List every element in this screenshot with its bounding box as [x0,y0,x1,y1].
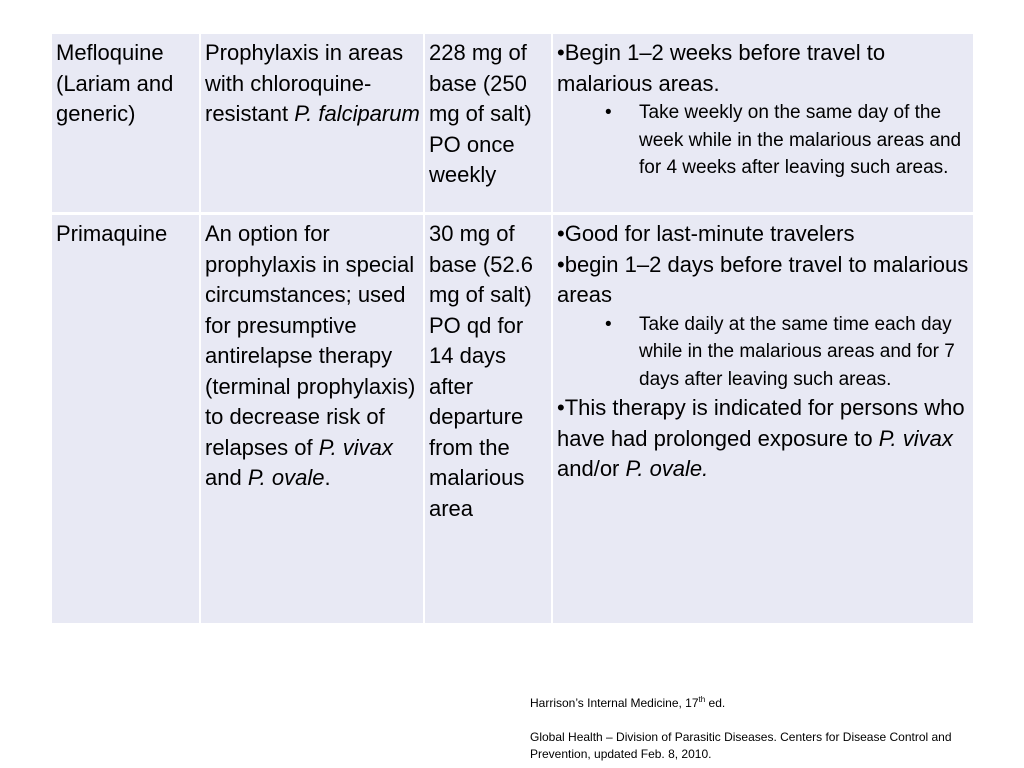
indication-italic: P. falciparum [294,101,420,126]
indication-italic: P. ovale [247,465,325,490]
reference-superscript: th [698,695,706,704]
comment-bullet: •Begin 1–2 weeks before travel to malarious areas. [557,40,886,96]
comment-cell [553,34,973,215]
comment-bullet: •begin 1–2 days before travel to malarious areas [557,251,969,307]
indication-text: An option for prophylaxis in special circumstances; used for presumptive antirelapse therapy (terminal prophylaxis) to decrease risk of relapses of [205,221,416,460]
indication-text-mid: and [205,465,248,490]
comment-sub-bullet [557,99,970,182]
indication-cell [201,34,425,215]
comment-text-mid: and/or [557,456,626,481]
drug-name: Primaquine [56,221,168,246]
bullet-icon: • [605,313,612,335]
comment-italic: P. vivax [878,425,953,451]
comment-sub-text: Take daily at the same time each day while in the malarious areas and for 7 days after leaving such areas. [639,313,955,390]
comment-sub-text: Take weekly on the same day of the week while in the malarious areas and for 4 weeks after leaving such areas. [639,102,962,178]
indication-italic: P. vivax [318,434,393,460]
comment-sub-bullet [557,311,970,394]
dose-cell [425,34,553,215]
indication-text: Prophylaxis in areas with chloroquine-resistant [205,40,404,126]
indication-cell [201,215,425,626]
reference-2: Global Health – Division of Parasitic Diseases. Centers for Disease Control and Prevention, updated Feb. 8, 2010. [530,730,952,761]
reference-text: Harrison’s Internal Medicine, 17 [530,696,699,710]
indication-text-end: . [324,465,331,490]
comment-cell [553,215,973,626]
drug-name-cell [52,34,201,215]
dose-text: 228 mg of base (250 mg of salt) PO once weekly [429,40,532,187]
comment-bullet: •Good for last-minute travelers [557,221,855,246]
drug-table [52,34,973,626]
dose-cell [425,215,553,626]
table-row [52,215,973,626]
comment-bullet [557,393,970,485]
reference-text-end: ed. [705,696,726,710]
drug-name: Mefloquine (Lariam and generic) [56,40,174,126]
table-row [52,34,973,215]
comment-italic: P. ovale. [625,456,709,481]
drug-name-cell [52,215,201,626]
references [530,695,1000,763]
dose-text: 30 mg of base (52.6 mg of salt) PO qd for 14 days after departure from the malarious area [429,221,533,521]
reference-1 [530,695,1000,712]
comment-text: •This therapy is indicated for persons who have had prolonged exposure to [557,395,965,451]
bullet-icon: • [605,102,612,123]
